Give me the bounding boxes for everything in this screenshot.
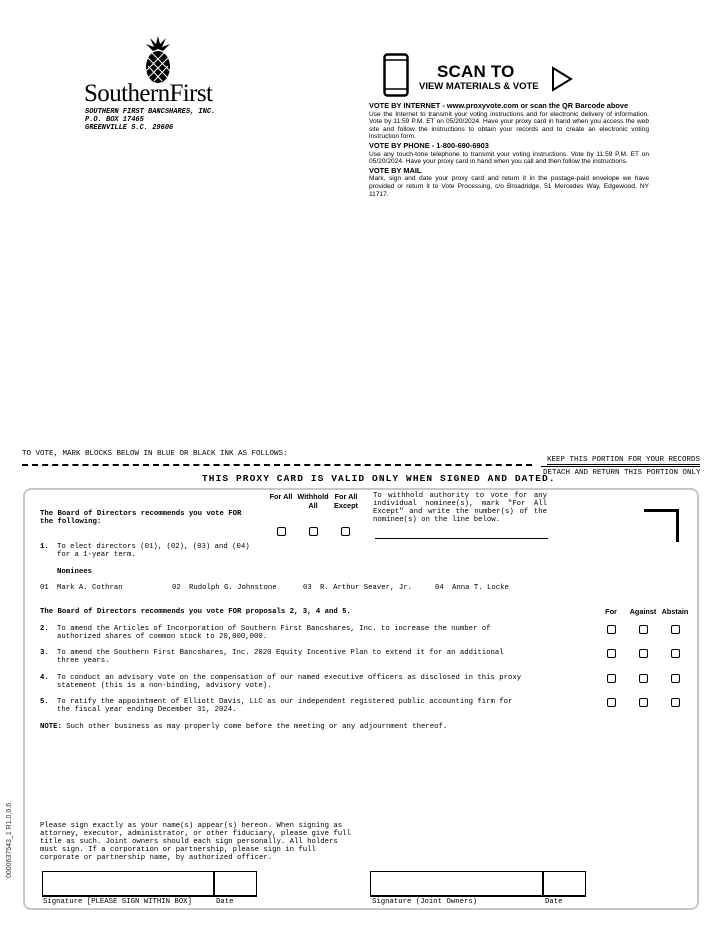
for-all-except-checkbox[interactable] [341,527,350,536]
joint-signature-baseline [370,895,586,897]
col-abstain: Abstain [661,607,689,616]
board-recommendation-2: The Board of Directors recommends you vote FOR proposals 2, 3, 4 and 5. [40,608,351,616]
proposal-text: To amend the Articles of Incorporation of Southern First Bancshares, Inc. to increase the number of authorized shares of common stock to 20,000,000. [57,625,491,641]
proposal-2-for-checkbox[interactable] [607,625,616,634]
proposal-4-for-checkbox[interactable] [607,674,616,683]
proposal-4-abstain-checkbox[interactable] [671,674,680,683]
col-withhold-all: Withhold All [297,492,329,510]
item-1-number: 1. [40,543,49,551]
valid-notice: THIS PROXY CARD IS VALID ONLY WHEN SIGNED AND DATED. [202,473,556,484]
proposal-5-abstain-checkbox[interactable] [671,698,680,707]
proposal-2-abstain-checkbox[interactable] [671,625,680,634]
item-1-text: To elect directors (01), (02), (03) and (04) for a 1-year term. [57,543,250,559]
vote-internet-heading: VOTE BY INTERNET - www.proxyvote.com or scan the QR Barcode above [369,101,629,110]
joint-date-box[interactable] [543,871,586,895]
withhold-instructions: To withhold authority to vote for any individual nominee(s), mark "For All Except" and write the number(s) of the nominee(s) on the line below. [373,492,547,524]
proposal-text: To ratify the appointment of Elliott Davis, LLC as our independent registered public accounting firm for the fiscal year ending December 31, 2024. [57,698,513,714]
for-all-checkbox[interactable] [277,527,286,536]
proposal-3-against-checkbox[interactable] [639,649,648,658]
vote-internet-text: Use the Internet to transmit your voting instructions and for electronic delivery of information. Vote by 11:59 P.M. ET on 05/20/2024. Have your proxy card in hand when you access the web site and follow the instructions to obtain your records and to create an electronic voting instruction form. [369,110,649,141]
col-for-all-except: For All Except [334,492,358,510]
pineapple-logo-icon [140,34,176,84]
joint-signature-label: Signature (Joint Owners) [372,898,478,906]
scan-title: SCAN TO [437,62,515,81]
nominee-number: 02 [172,584,181,592]
proposal-5-against-checkbox[interactable] [639,698,648,707]
proposal-number: 3. [40,649,49,657]
mark-instructions: TO VOTE, MARK BLOCKS BELOW IN BLUE OR BLACK INK AS FOLLOWS: [22,450,288,458]
nominee-name: R. Arthur Seaver, Jr. [320,584,412,592]
nominee-number: 03 [303,584,312,592]
nominee-name: Mark A. Cothran [57,584,123,592]
vote-mail-heading: VOTE BY MAIL [369,165,422,175]
company-address [85,108,215,133]
joint-signature-box[interactable] [370,871,543,895]
nominees-heading: Nominees [57,568,93,576]
side-reference-text: 0000637543_1 R1.0.0.6 [6,802,13,878]
proposal-2-against-checkbox[interactable] [639,625,648,634]
detach-dashed-line [22,464,532,466]
proposal-4-against-checkbox[interactable] [639,674,648,683]
proposal-number: 5. [40,698,49,706]
play-arrow-icon [551,66,573,92]
vote-phone-text: Use any touch-tone telephone to transmit your voting instructions. Vote by 11:59 P.M. ET on 05/20/2024. Have your proxy card in hand when you call and then follow the instructions. [369,150,649,166]
vote-phone-heading: VOTE BY PHONE - 1-800-690-6903 [369,140,489,150]
proposal-3-abstain-checkbox[interactable] [671,649,680,658]
nominee-name: Rudolph G. Johnstone [189,584,277,592]
voting-instructions [369,102,649,199]
note-text: Such other business as may properly come before the meeting or any adjournment thereof. [66,723,448,731]
proposal-text: To amend the Southern First Bancshares, Inc. 2020 Equity Incentive Plan to extend it for an additional three years. [57,649,504,665]
signature-box[interactable] [42,871,214,895]
note-label: NOTE: [40,723,62,731]
proposal-number: 4. [40,674,49,682]
detach-portion-text: DETACH AND RETURN THIS PORTION ONLY [543,469,701,477]
col-against: Against [629,607,657,616]
note [40,723,447,731]
joint-date-label: Date [545,898,563,906]
nominee-number: 04 [435,584,444,592]
proposal-number: 2. [40,625,49,633]
board-recommendation-1: The Board of Directors recommends you vote FOR the following: [40,510,242,526]
company-logo-text: SouthernFirst [84,80,213,107]
corner-registration-mark [644,509,679,542]
nominee-name: Anna T. Locke [452,584,509,592]
sign-instructions: Please sign exactly as your name(s) appear(s) hereon. When signing as attorney, executor, administrator, or other fiduciary, please give full title as such. Joint owners should each sign personally. All holders must sign. If a corporation or partnership, please sign in full corporate or partnership name, by authorized officer. [40,822,351,862]
withhold-all-checkbox[interactable] [309,527,318,536]
address-line: GREENVILLE S.C. 29606 [85,124,174,133]
signature-baseline [42,895,257,897]
scan-subtitle: VIEW MATERIALS & VOTE [419,81,539,92]
phone-icon [383,53,409,97]
divider [541,466,700,467]
col-for: For [605,607,617,616]
col-for-all: For All [269,492,293,501]
proposal-text: To conduct an advisory vote on the compensation of our named executive officers as disclosed in this proxy statement (this is a non-binding, advisory vote). [57,674,522,690]
proposal-3-for-checkbox[interactable] [607,649,616,658]
nominee-exception-line[interactable] [375,538,548,539]
proposal-5-for-checkbox[interactable] [607,698,616,707]
nominee-number: 01 [40,584,49,592]
address-line: SOUTHERN FIRST BANCSHARES, INC. [85,108,216,116]
date-box[interactable] [214,871,257,895]
keep-portion-text: KEEP THIS PORTION FOR YOUR RECORDS [547,456,701,464]
signature-label: Signature [PLEASE SIGN WITHIN BOX] [43,898,192,906]
date-label: Date [216,898,234,906]
address-line: P.O. BOX 17465 [85,116,144,125]
vote-mail-text: Mark, sign and date your proxy card and return it in the postage-paid envelope we have provided or return it to Vote Processing, c/o Broadridge, 51 Mercedes Way, Edgewood, NY 11717. [369,175,649,198]
